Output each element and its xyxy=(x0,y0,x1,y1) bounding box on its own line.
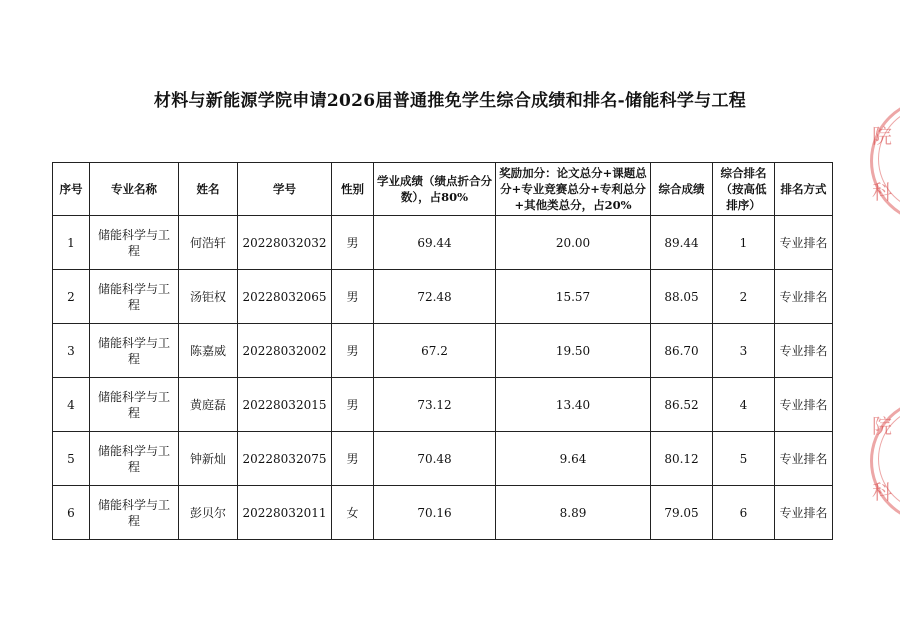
cell-major: 储能科学与工程 xyxy=(90,270,179,324)
cell-gender: 男 xyxy=(332,324,374,378)
cell-total-score: 79.05 xyxy=(651,486,713,540)
cell-name: 汤钜权 xyxy=(179,270,238,324)
table-row xyxy=(53,486,833,540)
cell-student-id: 20228032032 xyxy=(238,216,332,270)
cell-name: 彭贝尔 xyxy=(179,486,238,540)
cell-gender: 女 xyxy=(332,486,374,540)
table-row xyxy=(53,270,833,324)
seal-glyph: 院 xyxy=(872,124,892,148)
cell-rank-method: 专业排名 xyxy=(775,216,833,270)
cell-rank: 2 xyxy=(713,270,775,324)
cell-name: 黄庭磊 xyxy=(179,378,238,432)
header-student-id: 学号 xyxy=(238,163,332,216)
header-rank: 综合排名（按高低排序） xyxy=(713,163,775,216)
cell-name: 陈嘉威 xyxy=(179,324,238,378)
cell-academic-score: 73.12 xyxy=(374,378,496,432)
cell-gender: 男 xyxy=(332,432,374,486)
table-row xyxy=(53,378,833,432)
cell-rank-method: 专业排名 xyxy=(775,432,833,486)
table-row xyxy=(53,432,833,486)
cell-major: 储能科学与工程 xyxy=(90,324,179,378)
cell-bonus-score: 19.50 xyxy=(496,324,651,378)
cell-gender: 男 xyxy=(332,216,374,270)
seal-glyph: 科 xyxy=(872,180,892,204)
header-bonus-score: 奖励加分：论文总分+课题总分+专业竞赛总分+专利总分+其他类总分，占20% xyxy=(496,163,651,216)
cell-rank-method: 专业排名 xyxy=(775,486,833,540)
header-row xyxy=(53,163,833,216)
header-gender: 性别 xyxy=(332,163,374,216)
cell-index: 4 xyxy=(53,378,90,432)
cell-bonus-score: 20.00 xyxy=(496,216,651,270)
seal-glyph: 科 xyxy=(872,480,892,504)
red-seal-stamp xyxy=(862,398,900,518)
cell-total-score: 88.05 xyxy=(651,270,713,324)
cell-academic-score: 67.2 xyxy=(374,324,496,378)
cell-total-score: 86.70 xyxy=(651,324,713,378)
cell-bonus-score: 8.89 xyxy=(496,486,651,540)
cell-rank: 3 xyxy=(713,324,775,378)
header-major: 专业名称 xyxy=(90,163,179,216)
cell-name: 何浩轩 xyxy=(179,216,238,270)
cell-name: 钟新灿 xyxy=(179,432,238,486)
cell-bonus-score: 13.40 xyxy=(496,378,651,432)
cell-major: 储能科学与工程 xyxy=(90,378,179,432)
header-total-score: 综合成绩 xyxy=(651,163,713,216)
header-academic-score: 学业成绩（绩点折合分数），占80% xyxy=(374,163,496,216)
cell-student-id: 20228032011 xyxy=(238,486,332,540)
table-row xyxy=(53,216,833,270)
cell-total-score: 89.44 xyxy=(651,216,713,270)
cell-rank: 5 xyxy=(713,432,775,486)
cell-gender: 男 xyxy=(332,378,374,432)
red-seal-stamp xyxy=(862,98,900,218)
page-title: 材料与新能源学院申请2026届普通推免学生综合成绩和排名-储能科学与工程 xyxy=(153,91,747,111)
cell-student-id: 20228032015 xyxy=(238,378,332,432)
cell-rank-method: 专业排名 xyxy=(775,324,833,378)
cell-index: 5 xyxy=(53,432,90,486)
cell-major: 储能科学与工程 xyxy=(90,432,179,486)
cell-student-id: 20228032075 xyxy=(238,432,332,486)
header-name: 姓名 xyxy=(179,163,238,216)
cell-student-id: 20228032002 xyxy=(238,324,332,378)
cell-rank-method: 专业排名 xyxy=(775,378,833,432)
cell-rank: 6 xyxy=(713,486,775,540)
cell-major: 储能科学与工程 xyxy=(90,486,179,540)
header-rank-method: 排名方式 xyxy=(775,163,833,216)
seal-glyph: 院 xyxy=(872,414,892,438)
cell-gender: 男 xyxy=(332,270,374,324)
cell-academic-score: 72.48 xyxy=(374,270,496,324)
cell-major: 储能科学与工程 xyxy=(90,216,179,270)
cell-student-id: 20228032065 xyxy=(238,270,332,324)
cell-index: 1 xyxy=(53,216,90,270)
cell-total-score: 80.12 xyxy=(651,432,713,486)
cell-index: 6 xyxy=(53,486,90,540)
cell-index: 3 xyxy=(53,324,90,378)
cell-academic-score: 70.16 xyxy=(374,486,496,540)
cell-index: 2 xyxy=(53,270,90,324)
cell-rank: 4 xyxy=(713,378,775,432)
cell-total-score: 86.52 xyxy=(651,378,713,432)
cell-academic-score: 70.48 xyxy=(374,432,496,486)
cell-academic-score: 69.44 xyxy=(374,216,496,270)
score-table xyxy=(52,162,833,540)
cell-bonus-score: 9.64 xyxy=(496,432,651,486)
header-index: 序号 xyxy=(53,163,90,216)
cell-rank-method: 专业排名 xyxy=(775,270,833,324)
cell-bonus-score: 15.57 xyxy=(496,270,651,324)
cell-rank: 1 xyxy=(713,216,775,270)
table-row xyxy=(53,324,833,378)
